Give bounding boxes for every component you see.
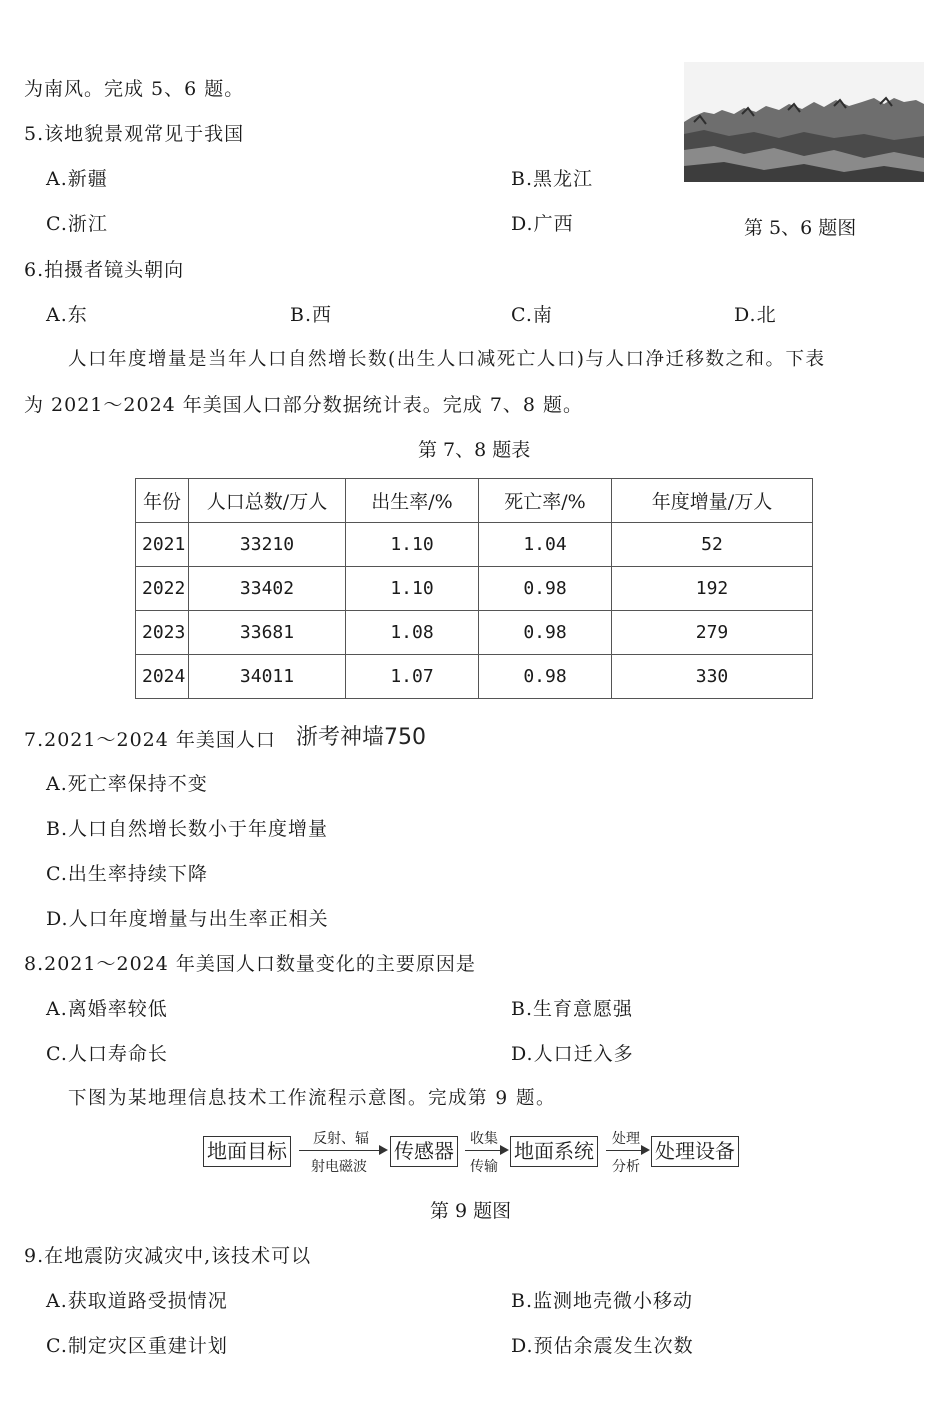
cell-annual-increase: 192 [612,567,813,611]
cell-annual-increase: 52 [612,523,813,567]
flow-arrow1-top-label: 反射、辐 [313,1131,369,1147]
question-9-stem: 9.在地震防灾减灾中,该技术可以 [24,1245,312,1267]
flow-arrow2-head-icon [500,1145,509,1155]
cell-year: 2021 [136,523,189,567]
cell-population: 33402 [189,567,346,611]
flow-box-ground-target: 地面目标 [203,1136,291,1167]
table-row [136,611,813,655]
question-7-option-a: A.死亡率保持不变 [46,773,208,795]
flow-arrow2-top-label: 收集 [470,1131,498,1147]
question-8-option-a: A.离婚率较低 [46,998,168,1020]
watermark-text: 浙考神墙750 [296,725,426,750]
question-5-option-a: A.新疆 [46,168,108,190]
landform-photo [684,62,924,182]
question-7-option-c: C.出生率持续下降 [46,863,208,885]
cell-birth-rate: 1.08 [346,611,479,655]
question-5-stem: 5.该地貌景观常见于我国 [24,123,245,145]
cell-death-rate: 0.98 [479,655,612,699]
question-8-stem: 8.2021～2024 年美国人口数量变化的主要原因是 [24,953,476,975]
flow-arrow1-head-icon [379,1145,388,1155]
population-table [135,478,813,699]
table-row [136,655,813,699]
flow-box-processing-device: 处理设备 [651,1136,739,1167]
question-6-stem: 6.拍摄者镜头朝向 [24,259,185,281]
question-8-option-d: D.人口迁入多 [511,1043,634,1065]
header-population: 人口总数/万人 [189,479,346,523]
photo-caption: 第 5、6 题图 [744,217,857,239]
cell-annual-increase: 330 [612,655,813,699]
cell-year: 2022 [136,567,189,611]
cell-population: 34011 [189,655,346,699]
flow-arrow2-line [465,1150,500,1151]
question-6-option-d: D.北 [734,304,777,326]
question-5-option-d: D.广西 [511,213,574,235]
cell-birth-rate: 1.07 [346,655,479,699]
flow-arrow1-line [299,1150,379,1151]
table-header-row [136,479,813,523]
cell-population: 33210 [189,523,346,567]
cell-death-rate: 0.98 [479,567,612,611]
flow-arrow3-head-icon [641,1145,650,1155]
cell-death-rate: 0.98 [479,611,612,655]
header-annual-increase: 年度增量/万人 [612,479,813,523]
question-7-option-d: D.人口年度增量与出生率正相关 [46,908,329,930]
flow-arrow1-bottom-label: 射电磁波 [311,1159,367,1175]
paragraph-7-8-line2: 为 2021～2024 年美国人口部分数据统计表。完成 7、8 题。 [24,394,584,416]
flow-box-sensor: 传感器 [390,1136,458,1167]
cell-birth-rate: 1.10 [346,567,479,611]
cell-annual-increase: 279 [612,611,813,655]
paragraph-9: 下图为某地理信息技术工作流程示意图。完成第 9 题。 [68,1088,557,1109]
cell-year: 2023 [136,611,189,655]
flow-arrow3-top-label: 处理 [612,1131,640,1147]
question-9-option-b: B.监测地壳微小移动 [511,1290,694,1312]
flow-arrow2-bottom-label: 传输 [470,1159,498,1175]
intro-tail: 为南风。完成 5、6 题。 [24,78,245,100]
question-9-option-a: A.获取道路受损情况 [46,1290,228,1312]
cell-death-rate: 1.04 [479,523,612,567]
question-6-option-c: C.南 [511,304,553,326]
question-7-option-b: B.人口自然增长数小于年度增量 [46,818,329,840]
table-row [136,567,813,611]
question-9-option-d: D.预估余震发生次数 [511,1335,694,1357]
question-8-option-c: C.人口寿命长 [46,1043,168,1065]
header-year: 年份 [136,479,189,523]
cell-year: 2024 [136,655,189,699]
table-caption: 第 7、8 题表 [418,439,531,461]
flow-arrow3-line [606,1150,641,1151]
flow-arrow3-bottom-label: 分析 [612,1159,640,1175]
table-row [136,523,813,567]
question-7-stem: 7.2021～2024 年美国人口 [24,729,276,751]
header-birth-rate: 出生率/% [346,479,479,523]
question-8-option-b: B.生育意愿强 [511,998,634,1020]
cell-population: 33681 [189,611,346,655]
cell-birth-rate: 1.10 [346,523,479,567]
header-death-rate: 死亡率/% [479,479,612,523]
question-6-option-b: B.西 [290,304,333,326]
paragraph-7-8-line1: 人口年度增量是当年人口自然增长数(出生人口减死亡人口)与人口净迁移数之和。下表 [68,349,826,370]
flow-caption: 第 9 题图 [430,1200,512,1222]
question-5-option-c: C.浙江 [46,213,108,235]
question-6-option-a: A.东 [46,304,88,326]
question-5-option-b: B.黑龙江 [511,168,594,190]
question-9-option-c: C.制定灾区重建计划 [46,1335,228,1357]
flow-box-ground-system: 地面系统 [510,1136,598,1167]
